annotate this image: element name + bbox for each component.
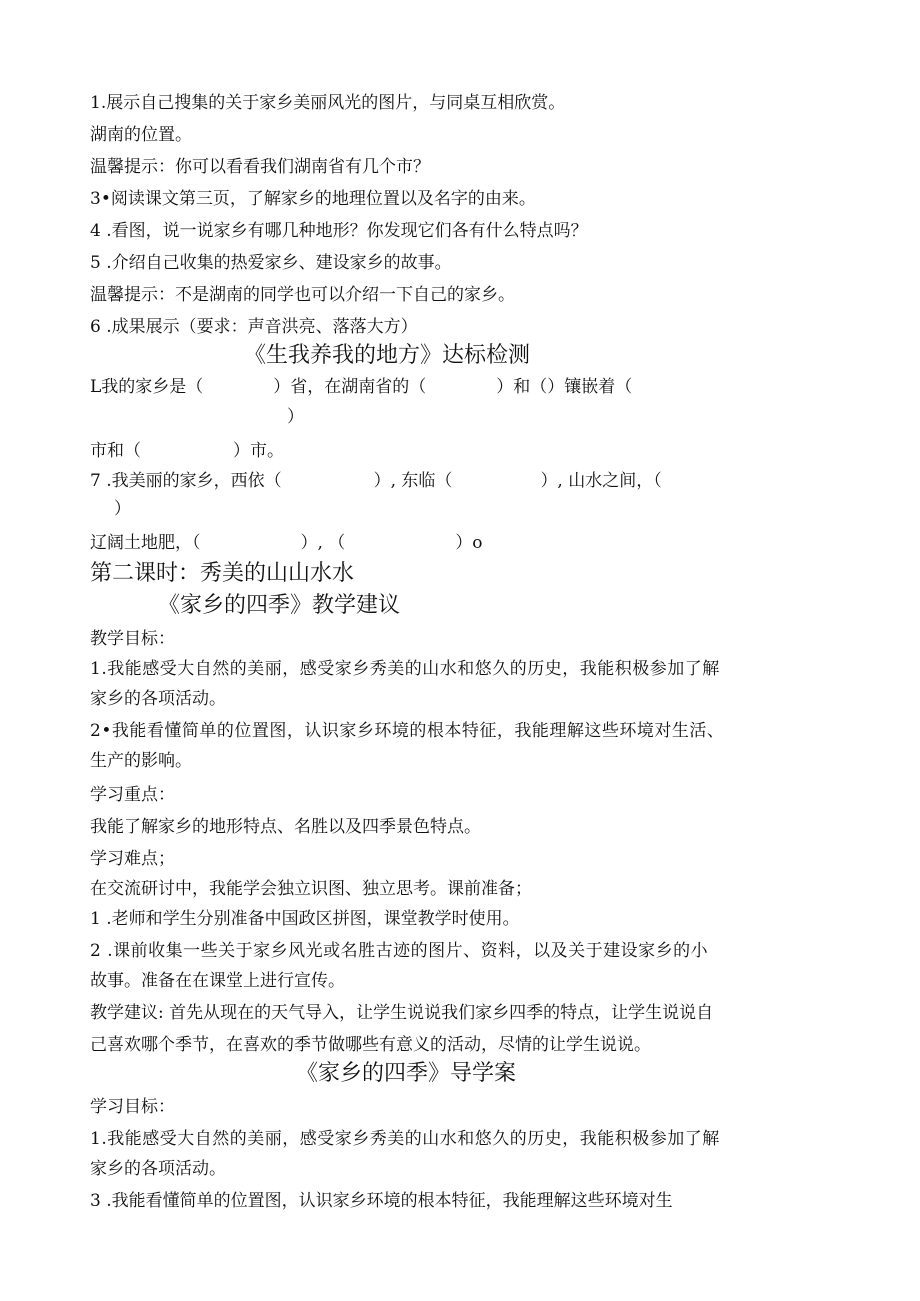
question-text: 7 .我美丽的家乡，西依（ xyxy=(90,471,282,491)
question-1-cont xyxy=(90,440,284,462)
section-heading: 《家乡的四季》教学建议 xyxy=(158,593,401,618)
text-line: 在交流研讨中，我能学会独立识图、独立思考。课前准备； xyxy=(90,879,532,899)
question-text: 辽阔土地肥，（ xyxy=(90,533,201,553)
question-text: ）, （ xyxy=(300,533,346,553)
goal-item-3: 3 .我能看懂简单的位置图，认识家乡环境的根本特征，我能理解这些环境对生 xyxy=(90,1191,673,1211)
tip-line: 温馨提示：不是湖南的同学也可以介绍一下自己的家乡。 xyxy=(90,285,515,305)
activity-item-1: 1.展示自己搜集的关于家乡美丽风光的图片，与同桌互相欣赏。 xyxy=(90,93,566,113)
section-heading: 《家乡的四季》导学案 xyxy=(296,1061,517,1086)
question-1 xyxy=(90,376,632,398)
question-7 xyxy=(90,470,662,492)
text-line: 己喜欢哪个季节，在喜欢的季节做哪些有意义的活动，尽情的让学生说说。 xyxy=(90,1035,651,1055)
subsection-label: 学习难点； xyxy=(90,849,175,869)
section-heading: 《生我养我的地方》达标检测 xyxy=(244,343,531,368)
activity-item-3: 3•阅读课文第三页，了解家乡的地理位置以及名字的由来。 xyxy=(90,189,536,209)
activity-item-4: 4 .看图，说一说家乡有哪几种地形？你发现它们各有什么特点吗？ xyxy=(90,221,588,241)
text-line: 生产的影响。 xyxy=(90,751,192,771)
subsection-label: 学习重点： xyxy=(90,785,175,805)
goal-item-2: 2•我能看懂简单的位置图，认识家乡环境的根本特征，我能理解这些环境对生活、 xyxy=(90,721,725,741)
question-text: ）和（）镶嵌着（ xyxy=(496,377,633,397)
lesson-heading: 第二课时：秀美的山山水水 xyxy=(90,561,355,586)
prep-item-1: 1 .老师和学生分别准备中国政区拼图，课堂教学时使用。 xyxy=(90,909,520,929)
suggestion-line: 教学建议: 首先从现在的天气导入，让学生说说我们家乡四季的特点，让学生说说自 xyxy=(90,1003,714,1023)
activity-item-5: 5 .介绍自己收集的热爱家乡、建设家乡的故事。 xyxy=(90,253,452,273)
text-line: 故事。准备在在课堂上进行宣传。 xyxy=(90,971,345,991)
question-7-cont xyxy=(90,532,483,554)
activity-item-6: 6 .成果展示（要求：声音洪亮、落落大方） xyxy=(90,317,418,337)
question-text: ）, 东临（ xyxy=(373,471,453,491)
goal-item-1: 1.我能感受大自然的美丽，感受家乡秀美的山水和悠久的历史，我能积极参加了解 xyxy=(90,1129,720,1149)
text-line: 家乡的各项活动。 xyxy=(90,1159,226,1179)
prep-item-2: 2 .课前收集一些关于家乡风光或名胜古迹的图片、资料，以及关于建设家乡的小 xyxy=(90,941,709,961)
question-text: 市和（ xyxy=(90,441,141,461)
goal-item-1: 1.我能感受大自然的美丽，感受家乡秀美的山水和悠久的历史，我能积极参加了解 xyxy=(90,659,720,679)
question-text: L我的家乡是（ xyxy=(90,377,204,397)
question-text: ） xyxy=(114,499,131,519)
tip-line: 温馨提示：你可以看看我们湖南省有几个市？ xyxy=(90,157,430,177)
question-text: ）, 山水之间，（ xyxy=(540,471,662,491)
question-text: ）市。 xyxy=(233,441,284,461)
question-text: ）o xyxy=(455,533,483,553)
subsection-label: 学习目标： xyxy=(90,1097,175,1117)
text-line: 我能了解家乡的地形特点、名胜以及四季景色特点。 xyxy=(90,817,481,837)
text-line: 湖南的位置。 xyxy=(90,125,192,145)
question-text: ）省，在湖南省的（ xyxy=(273,377,427,397)
subsection-label: 教学目标： xyxy=(90,629,175,649)
question-text: ） xyxy=(287,407,304,427)
text-line: 家乡的各项活动。 xyxy=(90,689,226,709)
